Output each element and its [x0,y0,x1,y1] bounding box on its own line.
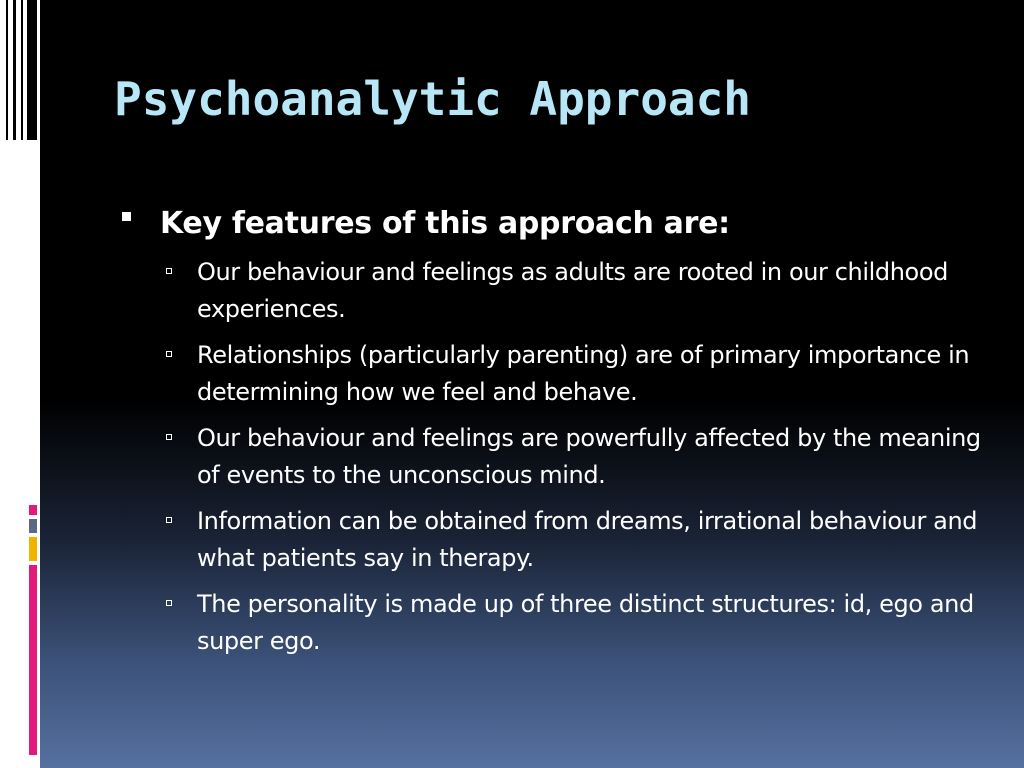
hollow-square-bullet-icon [166,434,172,440]
hollow-square-bullet-icon [166,268,172,274]
hollow-square-bullet-icon [166,600,172,606]
list-item-text: Our behaviour and feelings are powerfully affected by the meaning of events to the unconscious mind. [197,424,981,489]
slide-content [122,198,982,669]
accent-bar-pink-top [29,505,37,515]
bullet-level1 [122,198,982,250]
sub-bullet-list [122,254,982,660]
list-item-text: Information can be obtained from dreams, irrational behaviour and what patients say in therapy. [197,507,978,572]
accent-bar-grey [29,519,37,533]
accent-bar-gold [29,537,37,561]
accent-bars [29,0,37,768]
list-item-text: Our behaviour and feelings as adults are rooted in our childhood experiences. [197,258,948,323]
list-item-text: Relationships (particularly parenting) are of primary importance in determining how we feel and behave. [197,341,970,406]
list-item [122,254,982,328]
bullet-heading: Key features of this approach are: [160,206,730,241]
hollow-square-bullet-icon [166,351,172,357]
slide-title: Psychoanalytic Approach [114,72,751,126]
list-item [122,337,982,411]
list-item [122,420,982,494]
accent-bar-pink [29,565,37,755]
square-bullet-icon [122,212,131,221]
hollow-square-bullet-icon [166,517,172,523]
list-item [122,503,982,577]
list-item-text: The personality is made up of three distinct structures: id, ego and super ego. [197,590,974,655]
list-item [122,586,982,660]
